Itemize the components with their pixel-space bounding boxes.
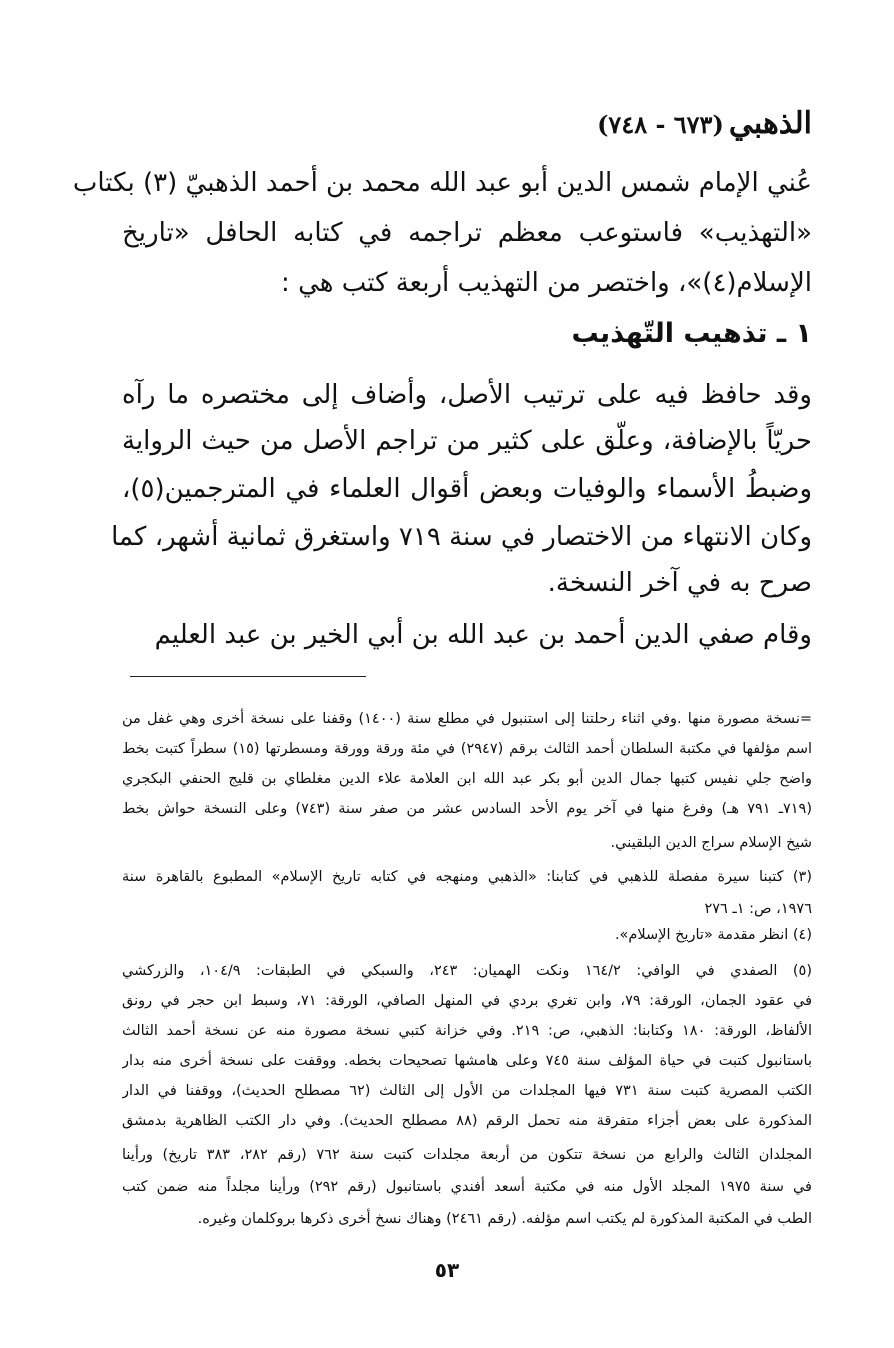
footnote-line: الطب في المكتبة المذكورة لم يكتب اسم مؤلفه. (رقم ٢٤٦١) وهناك نسخ أخرى ذكرها بروكلمان وغيره. — [197, 1211, 812, 1227]
footnote-line: واضح جلي نفيس كتبها جمال الدين أبو بكر عبد الله ابن العلامة علاء الدين مغلطاي بن قليج الحنفي البكجري — [122, 771, 812, 787]
paragraph-line: وكان الانتهاء من الاختصار في سنة ٧١٩ واستغرق ثمانية أشهر، كما — [111, 522, 812, 552]
page-number: ٥٣ — [434, 1258, 460, 1282]
footnote-line: المذكورة على بعض أجزاء متفرقة منه تحمل الرقم (٨٨ مصطلح الحديث). وفي دار الكتب الظاهرية بدمشق — [122, 1113, 812, 1129]
section-title: ١ ـ تذهيب التّهذيب — [571, 318, 812, 349]
paragraph-line: وقام صفي الدين أحمد بن عبد الله بن أبي الخير بن عبد العليم — [154, 620, 812, 650]
heading-dates: (٦٧٣ - ٧٤٨) — [597, 110, 724, 139]
footnote-line: ١٩٧٦، ص: ١ـ ٢٧٦ — [704, 901, 812, 917]
footnote-line: (٣) كتبنا سيرة مفصلة للذهبي في كتابنا: «الذهبي ومنهجه في كتابه تاريخ الإسلام» المطبوع بالقاهرة سنة — [122, 869, 812, 885]
paragraph-line: وقد حافظ فيه على ترتيب الأصل، وأضاف إلى مختصره ما رآه — [122, 380, 812, 410]
footnote-line: (٤) انظر مقدمة «تاريخ الإسلام». — [614, 927, 812, 943]
intro-line: الإسلام(٤)»، واختصر من التهذيب أربعة كتب هي : — [281, 268, 812, 298]
biography-heading — [82, 106, 812, 156]
paragraph-line: حريّاً بالإضافة، وعلّق على كثير من تراجم الأصل من حيث الرواية — [122, 426, 812, 456]
footnote-line: الألفاظ، الورقة: ١٨٠ وكتابنا: الذهبي، ص: ٢١٩. وفي خزانة كتبي نسخة مصورة منه عن نسخة أحمد الثالث — [122, 1023, 812, 1039]
paragraph-line: صرح به في آخر النسخة. — [547, 568, 812, 598]
heading-name: الذهبي — [728, 106, 812, 141]
footnote-line: =نسخة مصورة منها .وفي اثناء رحلتنا إلى استنبول في مطلع سنة (١٤٠٠) وقفنا على نسخة أخرى وهي غفل من — [122, 711, 812, 727]
footnote-line: المجلدان الثالث والرابع من نسخة تتكون من أربعة مجلدات كتبت سنة ٧٦٢ (رقم ٢٨٢، ٣٨٣ تاريخ) ورأينا — [122, 1147, 812, 1163]
footnote-line: (٧١٩ـ ٧٩١ هـ) وفرغ منها في آخر يوم الأحد السادس عشر من صفر سنة (٧٤٣) وعلى النسخة حواش بخط — [122, 801, 812, 817]
footnote-line: شيخ الإسلام سراج الدين البلقيني. — [610, 835, 812, 851]
paragraph-line: وضبطُ الأسماء والوفيات وبعض أقوال العلماء في المترجمين(٥)، — [122, 474, 812, 504]
footnote-line: في عقود الجمان، الورقة: ٧٩، وابن تغري بردي في المنهل الصافي، الورقة: ٧١، وسبط ابن حجر في رونق — [122, 993, 812, 1009]
footnote-line: باستانبول كتبت في حياة المؤلف سنة ٧٤٥ وعلى هامشها تصحيحات بخطه. ووقفت على نسخة أخرى منه بدار — [122, 1053, 812, 1069]
footnote-line: في سنة ١٩٧٥ المجلد الأول منه في مكتبة أسعد أفندي باستانبول (رقم ٢٩٢) ورأينا مجلداً منه ضمن كتب — [122, 1179, 812, 1195]
intro-line: عُني الإمام شمس الدين أبو عبد الله محمد بن أحمد الذهبيّ (٣) بكتاب — [72, 168, 812, 198]
footnote-separator — [130, 676, 366, 677]
intro-line: «التهذيب» فاستوعب معظم تراجمه في كتابه الحافل «تاريخ — [122, 218, 812, 248]
footnote-line: الكتب المصرية كتبت سنة ٧٣١ فيها المجلدات من الأول إلى الثالث (٦٢ مصطلح الحديث)، ووقفنا في الدار — [122, 1083, 812, 1099]
footnote-line: (٥) الصفدي في الوافي: ١٦٤/٢ ونكت الهميان: ٢٤٣، والسبكي في الطبقات: ١٠٤/٩، والزركشي — [122, 963, 812, 979]
footnote-line: اسم مؤلفها في مكتبة السلطان أحمد الثالث برقم (٢٩٤٧) في مئة ورقة وورقة ومسطرتها (١٥) سطراً كتبت بخط — [122, 741, 812, 757]
